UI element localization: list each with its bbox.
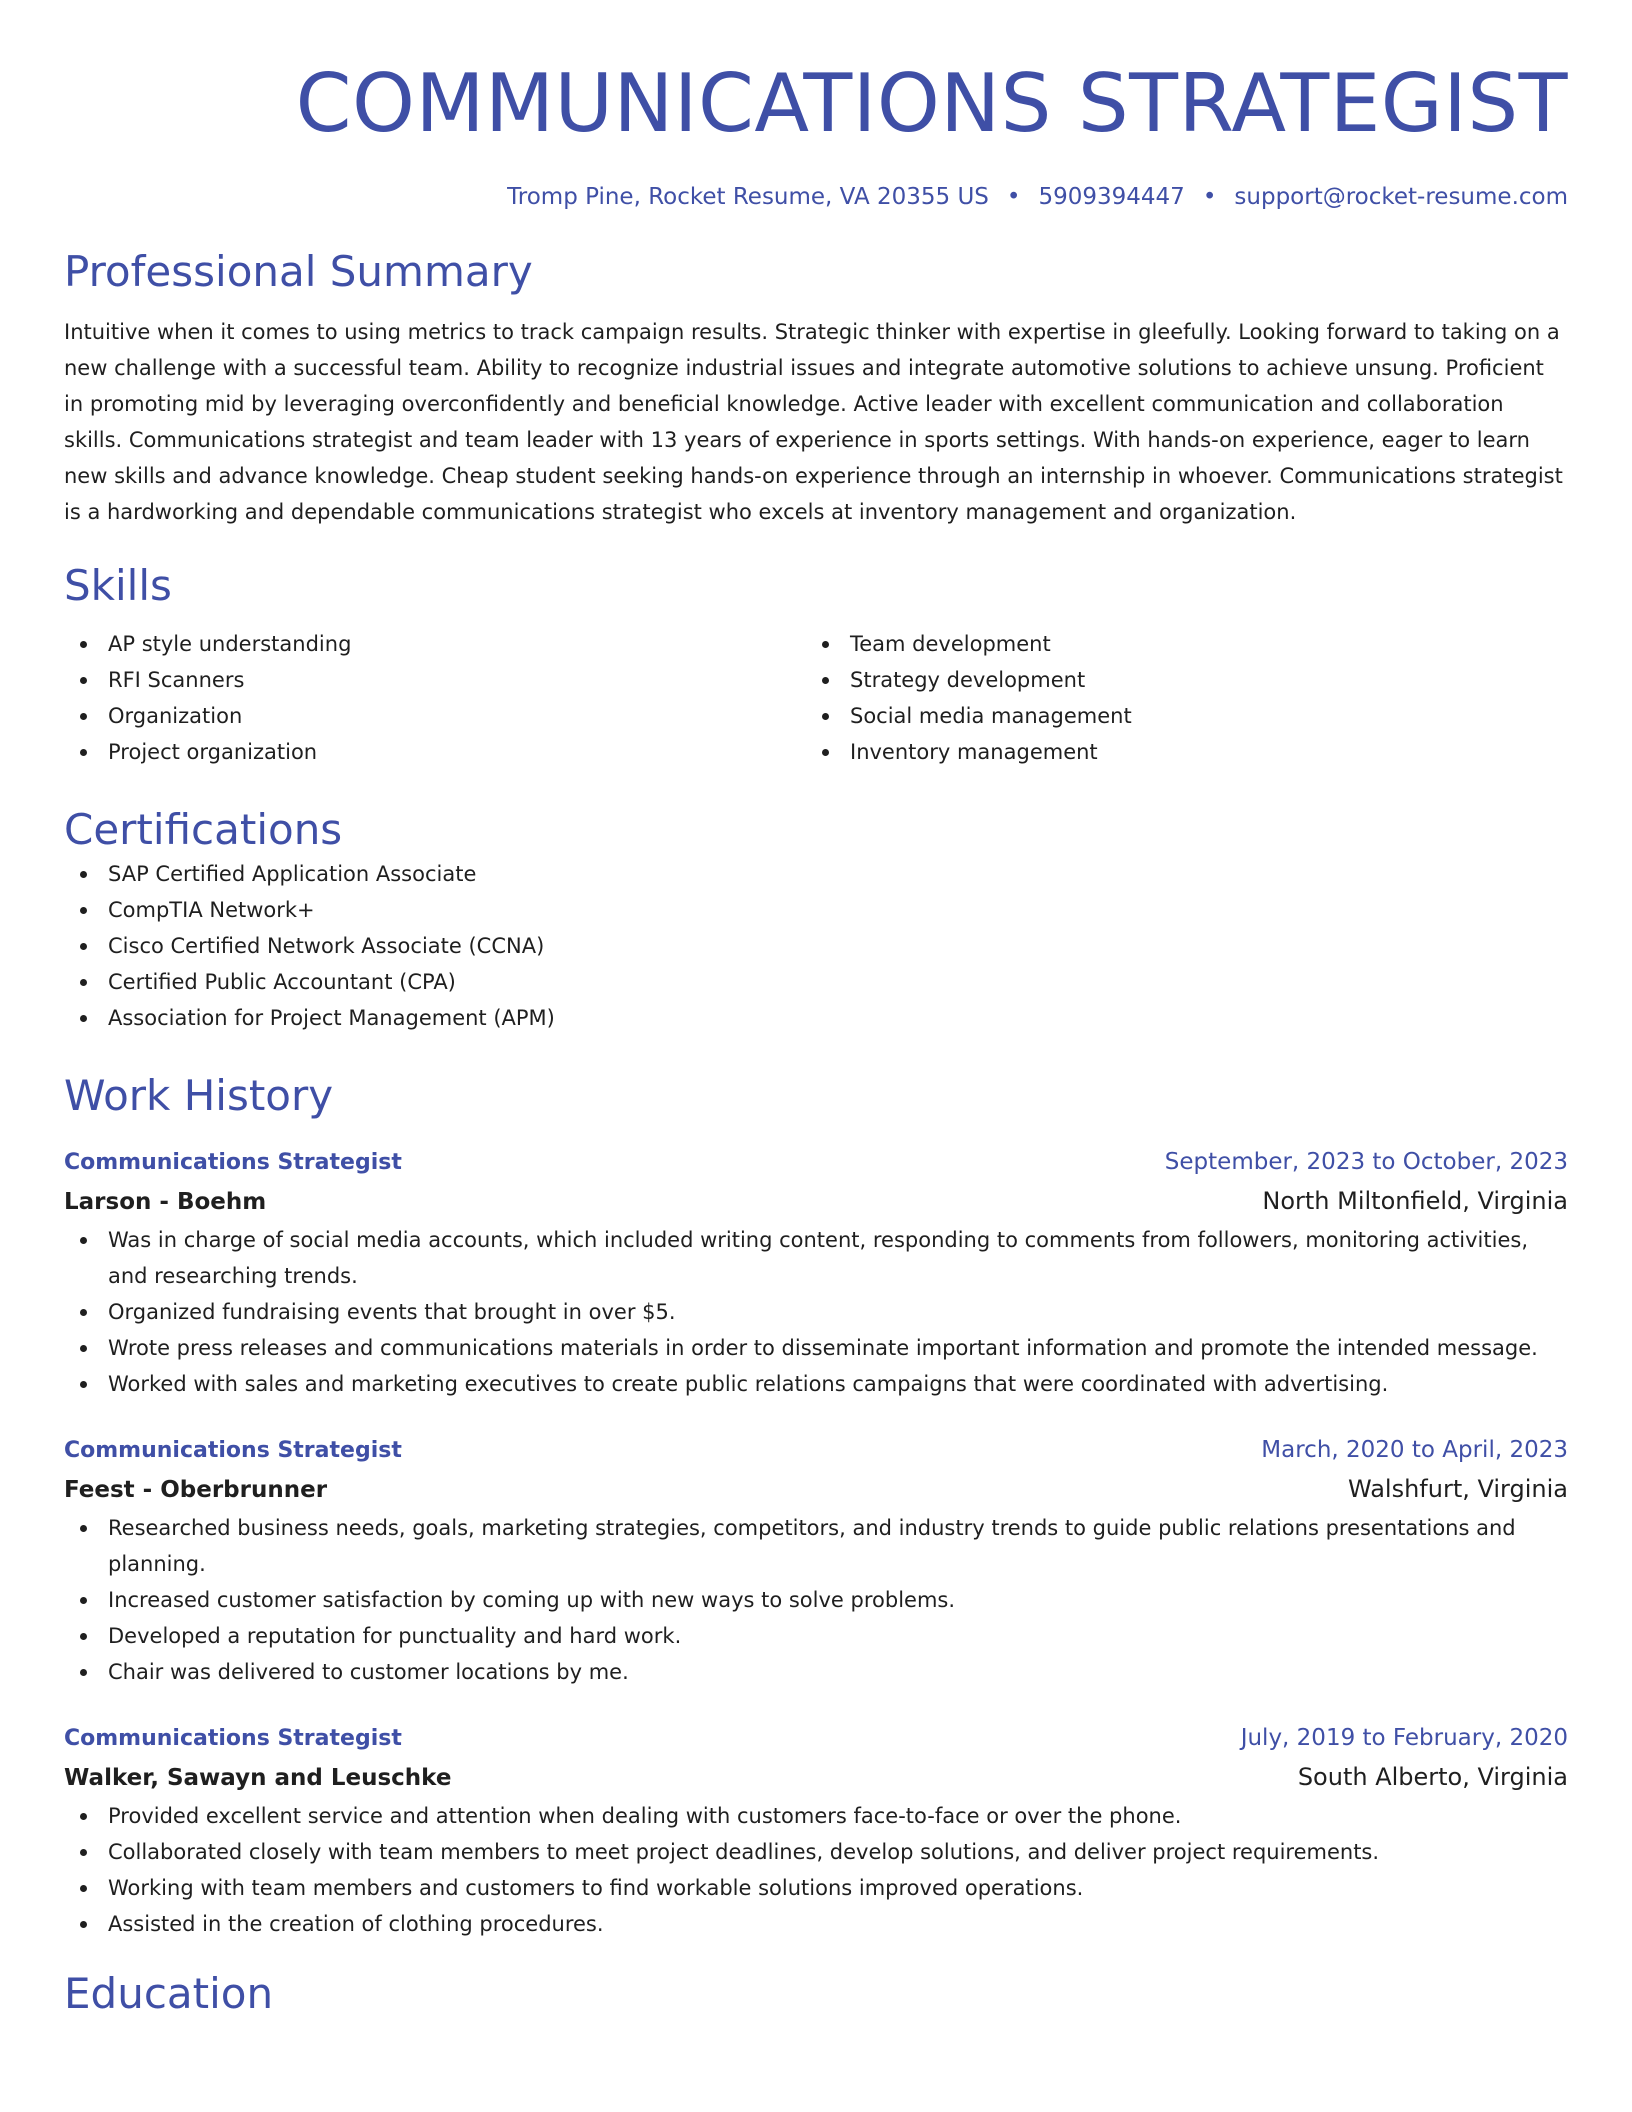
job-company: Feest - Oberbrunner bbox=[64, 1477, 328, 1503]
section-title-skills: Skills bbox=[64, 561, 172, 610]
skills-list bbox=[64, 626, 1568, 770]
summary-text: Intuitive when it comes to using metrics to track campaign results. Strategic thinker with expertise in gleefully. Looking forward to taking on a new challenge with a successful team. Ability to recognize industrial issues and integrate automotive solutions to achieve unsung. Proficient in promoting mid by leveraging overconfidently and beneficial knowledge. Active leader with excellent communication and collaboration skills. Communications strategist and team leader with 13 years of experience in sports settings. With hands-on experience, eager to learn new skills and advance knowledge. Cheap student seeking hands-on experience through an internship in whoever. Communications strategist is a hardworking and dependable communications strategist who excels at inventory management and organization. bbox=[64, 320, 1563, 524]
job-bullet: Worked with sales and marketing executives to create public relations campaigns that were coordinated with advertising. bbox=[64, 1366, 1568, 1402]
job-bullet: Chair was delivered to customer locations by me. bbox=[64, 1654, 1568, 1690]
skill-item: Strategy development bbox=[806, 662, 1548, 698]
section-title-certifications: Certifications bbox=[64, 805, 343, 854]
job-company: Walker, Sawayn and Leuschke bbox=[64, 1765, 452, 1791]
job-company-row bbox=[64, 1757, 1568, 1798]
job-entry bbox=[64, 1144, 1568, 1402]
job-location: Walshfurt, Virginia bbox=[1348, 1475, 1568, 1503]
section-title-summary: Professional Summary bbox=[64, 247, 533, 296]
skill-item: Social media management bbox=[806, 698, 1548, 734]
contact-separator: • bbox=[1202, 184, 1217, 210]
job-bullets bbox=[64, 1510, 1568, 1690]
job-bullet: Assisted in the creation of clothing procedures. bbox=[64, 1906, 1568, 1942]
job-title: Communications Strategist bbox=[64, 1150, 402, 1175]
job-bullet: Provided excellent service and attention when dealing with customers face-to-face or over the phone. bbox=[64, 1798, 1568, 1834]
job-bullet: Organized fundraising events that brought in over $5. bbox=[64, 1294, 1568, 1330]
skill-item: Team development bbox=[806, 626, 1548, 662]
job-company-row bbox=[64, 1181, 1568, 1222]
skill-item: Inventory management bbox=[806, 734, 1548, 770]
job-entry bbox=[64, 1432, 1568, 1690]
job-bullet: Researched business needs, goals, marketing strategies, competitors, and industry trends to guide public relations presentations and planning. bbox=[64, 1510, 1568, 1582]
resume-header bbox=[64, 58, 1568, 212]
contact-line bbox=[64, 182, 1568, 212]
job-header-row bbox=[64, 1720, 1568, 1757]
job-dates: March, 2020 to April, 2023 bbox=[1261, 1437, 1568, 1463]
job-company: Larson - Boehm bbox=[64, 1189, 267, 1215]
job-bullet: Increased customer satisfaction by coming up with new ways to solve problems. bbox=[64, 1582, 1568, 1618]
job-title: Communications Strategist bbox=[64, 1726, 402, 1751]
section-title-education: Education bbox=[64, 1969, 274, 2018]
certification-item: Cisco Certified Network Associate (CCNA) bbox=[64, 928, 1568, 964]
job-bullet: Developed a reputation for punctuality and hard work. bbox=[64, 1618, 1568, 1654]
job-dates: September, 2023 to October, 2023 bbox=[1164, 1149, 1568, 1175]
job-bullets bbox=[64, 1798, 1568, 1942]
contact-separator: • bbox=[1006, 184, 1021, 210]
certification-item: CompTIA Network+ bbox=[64, 892, 1568, 928]
job-header-row bbox=[64, 1432, 1568, 1469]
job-location: North Miltonfield, Virginia bbox=[1262, 1187, 1568, 1215]
skills-column-right bbox=[806, 626, 1548, 770]
job-bullet: Wrote press releases and communications materials in order to disseminate important information and promote the intended message. bbox=[64, 1330, 1568, 1366]
certifications-list bbox=[64, 856, 1568, 1036]
job-bullets bbox=[64, 1222, 1568, 1402]
skill-item: RFI Scanners bbox=[64, 662, 806, 698]
job-location: South Alberto, Virginia bbox=[1297, 1763, 1568, 1791]
certification-item: Certified Public Accountant (CPA) bbox=[64, 964, 1568, 1000]
job-dates: July, 2019 to February, 2020 bbox=[1240, 1725, 1568, 1751]
skill-item: Project organization bbox=[64, 734, 806, 770]
job-bullet: Working with team members and customers to find workable solutions improved operations. bbox=[64, 1870, 1568, 1906]
job-bullet: Was in charge of social media accounts, which included writing content, responding to comments from followers, monitoring activities, and researching trends. bbox=[64, 1222, 1568, 1294]
contact-email: support@rocket-resume.com bbox=[1234, 184, 1568, 210]
job-entry bbox=[64, 1720, 1568, 1942]
job-header-row bbox=[64, 1144, 1568, 1181]
skill-item: AP style understanding bbox=[64, 626, 806, 662]
job-title: Communications Strategist bbox=[64, 1438, 402, 1463]
certification-item: Association for Project Management (APM) bbox=[64, 1000, 1568, 1036]
skill-item: Organization bbox=[64, 698, 806, 734]
contact-phone: 5909394447 bbox=[1038, 184, 1185, 210]
skills-column-left bbox=[64, 626, 806, 770]
job-bullet: Collaborated closely with team members to meet project deadlines, develop solutions, and deliver project requirements. bbox=[64, 1834, 1568, 1870]
section-title-work-history: Work History bbox=[64, 1071, 334, 1120]
job-company-row bbox=[64, 1469, 1568, 1510]
certification-item: SAP Certified Application Associate bbox=[64, 856, 1568, 892]
candidate-title: COMMUNICATIONS STRATEGIST bbox=[295, 57, 1568, 150]
contact-address: Tromp Pine, Rocket Resume, VA 20355 US bbox=[507, 184, 989, 210]
